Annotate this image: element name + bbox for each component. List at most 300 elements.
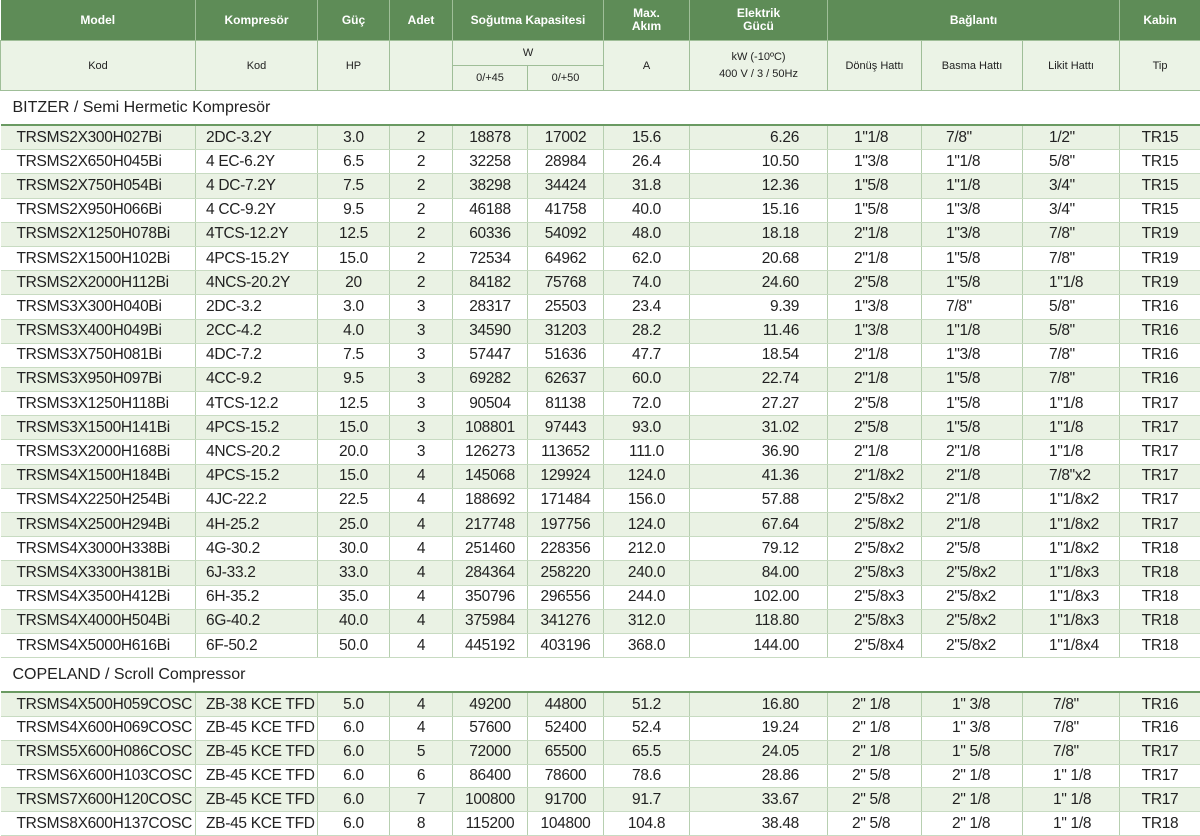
capacity-50-cell: 65500 xyxy=(528,740,604,764)
capacity-50-cell: 25503 xyxy=(528,295,604,319)
header-row-units xyxy=(1,41,1200,66)
electric-power-cell: 20.68 xyxy=(690,246,828,270)
compressor-code-cell: 4CC-9.2 xyxy=(196,367,318,391)
compressor-code-cell: 4DC-7.2 xyxy=(196,343,318,367)
return-line-cell: 2"5/8 xyxy=(828,416,922,440)
power-hp-cell: 20 xyxy=(318,271,390,295)
model-code-cell: TRSMS3X950H097Bi xyxy=(1,367,196,391)
header-sogutma: Soğutma Kapasitesi xyxy=(453,0,604,41)
discharge-line-cell: 2"1/8 xyxy=(922,513,1023,537)
quantity-cell: 8 xyxy=(390,812,453,836)
quantity-cell: 3 xyxy=(390,319,453,343)
capacity-50-cell: 44800 xyxy=(528,692,604,716)
compressor-code-cell: ZB-45 KCE TFD xyxy=(196,788,318,812)
quantity-cell: 2 xyxy=(390,150,453,174)
compressor-code-cell: 6F-50.2 xyxy=(196,633,318,657)
header-volt-label: 400 V / 3 / 50Hz xyxy=(719,68,798,80)
compressor-code-cell: 6J-33.2 xyxy=(196,561,318,585)
discharge-line-cell: 2"5/8x2 xyxy=(922,609,1023,633)
capacity-45-cell: 108801 xyxy=(453,416,528,440)
power-hp-cell: 40.0 xyxy=(318,609,390,633)
model-code-cell: TRSMS4X2500H294Bi xyxy=(1,513,196,537)
max-current-cell: 91.7 xyxy=(604,788,690,812)
cabin-type-cell: TR15 xyxy=(1120,198,1200,222)
header-w50: 0/+50 xyxy=(528,66,604,91)
max-current-cell: 52.4 xyxy=(604,716,690,740)
return-line-cell: 1"3/8 xyxy=(828,295,922,319)
header-model-kod: Kod xyxy=(1,41,196,91)
cabin-type-cell: TR18 xyxy=(1120,537,1200,561)
quantity-cell: 2 xyxy=(390,222,453,246)
capacity-50-cell: 91700 xyxy=(528,788,604,812)
header-w: W xyxy=(453,41,604,66)
capacity-45-cell: 34590 xyxy=(453,319,528,343)
model-code-cell: TRSMS5X600H086COSC xyxy=(1,740,196,764)
capacity-50-cell: 64962 xyxy=(528,246,604,270)
return-line-cell: 2"5/8 xyxy=(828,392,922,416)
quantity-cell: 3 xyxy=(390,367,453,391)
capacity-45-cell: 57447 xyxy=(453,343,528,367)
discharge-line-cell: 2"1/8 xyxy=(922,488,1023,512)
table-row xyxy=(1,812,1200,836)
quantity-cell: 4 xyxy=(390,609,453,633)
power-hp-cell: 6.0 xyxy=(318,740,390,764)
quantity-cell: 4 xyxy=(390,561,453,585)
electric-power-cell: 24.60 xyxy=(690,271,828,295)
electric-power-cell: 33.67 xyxy=(690,788,828,812)
cabin-type-cell: TR17 xyxy=(1120,440,1200,464)
model-code-cell: TRSMS3X1250H118Bi xyxy=(1,392,196,416)
return-line-cell: 2"5/8x3 xyxy=(828,585,922,609)
max-current-cell: 124.0 xyxy=(604,464,690,488)
capacity-45-cell: 72000 xyxy=(453,740,528,764)
electric-power-cell: 22.74 xyxy=(690,367,828,391)
compressor-code-cell: 2CC-4.2 xyxy=(196,319,318,343)
return-line-cell: 2"1/8 xyxy=(828,222,922,246)
liquid-line-cell: 7/8" xyxy=(1023,222,1120,246)
discharge-line-cell: 2"5/8x2 xyxy=(922,561,1023,585)
model-code-cell: TRSMS4X3000H338Bi xyxy=(1,537,196,561)
model-code-cell: TRSMS2X300H027Bi xyxy=(1,125,196,150)
max-current-cell: 15.6 xyxy=(604,125,690,150)
power-hp-cell: 7.5 xyxy=(318,343,390,367)
table-row xyxy=(1,561,1200,585)
capacity-45-cell: 445192 xyxy=(453,633,528,657)
electric-power-cell: 19.24 xyxy=(690,716,828,740)
capacity-50-cell: 51636 xyxy=(528,343,604,367)
power-hp-cell: 9.5 xyxy=(318,198,390,222)
return-line-cell: 2" 5/8 xyxy=(828,788,922,812)
liquid-line-cell: 1"1/8 xyxy=(1023,440,1120,464)
return-line-cell: 2"5/8x2 xyxy=(828,488,922,512)
header-kabin: Kabin xyxy=(1120,0,1200,41)
cabin-type-cell: TR17 xyxy=(1120,488,1200,512)
header-adet-unit xyxy=(390,41,453,91)
liquid-line-cell: 1"1/8x2 xyxy=(1023,488,1120,512)
table-row xyxy=(1,392,1200,416)
section-header-copeland xyxy=(1,658,1200,693)
cabin-type-cell: TR17 xyxy=(1120,788,1200,812)
liquid-line-cell: 5/8" xyxy=(1023,319,1120,343)
cabin-type-cell: TR16 xyxy=(1120,716,1200,740)
capacity-50-cell: 62637 xyxy=(528,367,604,391)
capacity-50-cell: 41758 xyxy=(528,198,604,222)
model-code-cell: TRSMS4X2250H254Bi xyxy=(1,488,196,512)
power-hp-cell: 30.0 xyxy=(318,537,390,561)
model-code-cell: TRSMS4X4000H504Bi xyxy=(1,609,196,633)
compressor-code-cell: 4G-30.2 xyxy=(196,537,318,561)
power-hp-cell: 35.0 xyxy=(318,585,390,609)
cabin-type-cell: TR18 xyxy=(1120,633,1200,657)
liquid-line-cell: 7/8" xyxy=(1023,716,1120,740)
capacity-45-cell: 145068 xyxy=(453,464,528,488)
max-current-cell: 62.0 xyxy=(604,246,690,270)
header-adet: Adet xyxy=(390,0,453,41)
discharge-line-cell: 1"5/8 xyxy=(922,246,1023,270)
capacity-50-cell: 296556 xyxy=(528,585,604,609)
table-row xyxy=(1,198,1200,222)
electric-power-cell: 144.00 xyxy=(690,633,828,657)
cabin-type-cell: TR18 xyxy=(1120,585,1200,609)
max-current-cell: 212.0 xyxy=(604,537,690,561)
header-kompresor-kod: Kod xyxy=(196,41,318,91)
compressor-code-cell: 4H-25.2 xyxy=(196,513,318,537)
discharge-line-cell: 1"3/8 xyxy=(922,198,1023,222)
capacity-50-cell: 31203 xyxy=(528,319,604,343)
liquid-line-cell: 1/2" xyxy=(1023,125,1120,150)
return-line-cell: 2"5/8x2 xyxy=(828,537,922,561)
power-hp-cell: 6.0 xyxy=(318,764,390,788)
max-current-cell: 78.6 xyxy=(604,764,690,788)
table-row xyxy=(1,295,1200,319)
electric-power-cell: 12.36 xyxy=(690,174,828,198)
compressor-code-cell: 4PCS-15.2 xyxy=(196,464,318,488)
max-current-cell: 51.2 xyxy=(604,692,690,716)
header-w45: 0/+45 xyxy=(453,66,528,91)
compressor-code-cell: 4NCS-20.2 xyxy=(196,440,318,464)
electric-power-cell: 11.46 xyxy=(690,319,828,343)
compressor-code-cell: ZB-45 KCE TFD xyxy=(196,764,318,788)
return-line-cell: 2"1/8x2 xyxy=(828,464,922,488)
quantity-cell: 2 xyxy=(390,246,453,270)
capacity-50-cell: 341276 xyxy=(528,609,604,633)
capacity-45-cell: 217748 xyxy=(453,513,528,537)
return-line-cell: 1"5/8 xyxy=(828,198,922,222)
discharge-line-cell: 2" 1/8 xyxy=(922,812,1023,836)
power-hp-cell: 15.0 xyxy=(318,416,390,440)
capacity-50-cell: 403196 xyxy=(528,633,604,657)
return-line-cell: 2" 1/8 xyxy=(828,716,922,740)
discharge-line-cell: 1"3/8 xyxy=(922,343,1023,367)
cabin-type-cell: TR16 xyxy=(1120,692,1200,716)
liquid-line-cell: 1"1/8x3 xyxy=(1023,585,1120,609)
max-current-cell: 156.0 xyxy=(604,488,690,512)
liquid-line-cell: 1"1/8x2 xyxy=(1023,537,1120,561)
cabin-type-cell: TR16 xyxy=(1120,319,1200,343)
return-line-cell: 2"1/8 xyxy=(828,246,922,270)
liquid-line-cell: 1" 1/8 xyxy=(1023,812,1120,836)
table-row xyxy=(1,125,1200,150)
quantity-cell: 4 xyxy=(390,488,453,512)
discharge-line-cell: 2" 1/8 xyxy=(922,764,1023,788)
discharge-line-cell: 2" 1/8 xyxy=(922,788,1023,812)
electric-power-cell: 10.50 xyxy=(690,150,828,174)
electric-power-cell: 16.80 xyxy=(690,692,828,716)
discharge-line-cell: 2"5/8x2 xyxy=(922,633,1023,657)
table-row xyxy=(1,271,1200,295)
model-code-cell: TRSMS2X650H045Bi xyxy=(1,150,196,174)
table-row xyxy=(1,440,1200,464)
max-current-cell: 23.4 xyxy=(604,295,690,319)
quantity-cell: 3 xyxy=(390,392,453,416)
model-code-cell: TRSMS4X500H059COSC xyxy=(1,692,196,716)
cabin-type-cell: TR15 xyxy=(1120,150,1200,174)
capacity-45-cell: 90504 xyxy=(453,392,528,416)
return-line-cell: 1"3/8 xyxy=(828,150,922,174)
model-code-cell: TRSMS8X600H137COSC xyxy=(1,812,196,836)
model-code-cell: TRSMS2X2000H112Bi xyxy=(1,271,196,295)
discharge-line-cell: 1"5/8 xyxy=(922,392,1023,416)
capacity-50-cell: 17002 xyxy=(528,125,604,150)
cabin-type-cell: TR17 xyxy=(1120,740,1200,764)
quantity-cell: 3 xyxy=(390,440,453,464)
header-max-akim: Max. Akım xyxy=(604,0,690,41)
table-row xyxy=(1,537,1200,561)
electric-power-cell: 79.12 xyxy=(690,537,828,561)
capacity-45-cell: 69282 xyxy=(453,367,528,391)
cabin-type-cell: TR18 xyxy=(1120,812,1200,836)
capacity-50-cell: 104800 xyxy=(528,812,604,836)
cabin-type-cell: TR15 xyxy=(1120,174,1200,198)
max-current-cell: 40.0 xyxy=(604,198,690,222)
return-line-cell: 2" 5/8 xyxy=(828,812,922,836)
capacity-45-cell: 251460 xyxy=(453,537,528,561)
cabin-type-cell: TR17 xyxy=(1120,416,1200,440)
discharge-line-cell: 1"5/8 xyxy=(922,271,1023,295)
cabin-type-cell: TR15 xyxy=(1120,125,1200,150)
liquid-line-cell: 5/8" xyxy=(1023,150,1120,174)
max-current-cell: 240.0 xyxy=(604,561,690,585)
power-hp-cell: 15.0 xyxy=(318,464,390,488)
header-guc: Güç xyxy=(318,0,390,41)
power-hp-cell: 6.0 xyxy=(318,788,390,812)
model-code-cell: TRSMS2X750H054Bi xyxy=(1,174,196,198)
max-current-cell: 65.5 xyxy=(604,740,690,764)
header-tip: Tip xyxy=(1120,41,1200,91)
quantity-cell: 4 xyxy=(390,633,453,657)
table-row xyxy=(1,343,1200,367)
header-likit: Likit Hattı xyxy=(1023,41,1120,91)
power-hp-cell: 12.5 xyxy=(318,392,390,416)
liquid-line-cell: 1" 1/8 xyxy=(1023,788,1120,812)
liquid-line-cell: 1" 1/8 xyxy=(1023,764,1120,788)
compressor-code-cell: 2DC-3.2Y xyxy=(196,125,318,150)
max-current-cell: 74.0 xyxy=(604,271,690,295)
model-code-cell: TRSMS4X3300H381Bi xyxy=(1,561,196,585)
return-line-cell: 2"1/8 xyxy=(828,343,922,367)
model-code-cell: TRSMS3X1500H141Bi xyxy=(1,416,196,440)
electric-power-cell: 6.26 xyxy=(690,125,828,150)
return-line-cell: 2"5/8x2 xyxy=(828,513,922,537)
capacity-45-cell: 100800 xyxy=(453,788,528,812)
return-line-cell: 2"5/8 xyxy=(828,271,922,295)
quantity-cell: 4 xyxy=(390,692,453,716)
compressor-code-cell: ZB-45 KCE TFD xyxy=(196,716,318,740)
compressor-code-cell: 4 DC-7.2Y xyxy=(196,174,318,198)
capacity-45-cell: 375984 xyxy=(453,609,528,633)
header-kw-label: kW (-10ºC) xyxy=(731,51,785,63)
table-row xyxy=(1,464,1200,488)
power-hp-cell: 22.5 xyxy=(318,488,390,512)
electric-power-cell: 41.36 xyxy=(690,464,828,488)
cabin-type-cell: TR16 xyxy=(1120,295,1200,319)
cabin-type-cell: TR18 xyxy=(1120,609,1200,633)
power-hp-cell: 3.0 xyxy=(318,125,390,150)
electric-power-cell: 38.48 xyxy=(690,812,828,836)
header-model: Model xyxy=(1,0,196,41)
header-row-main xyxy=(1,0,1200,41)
discharge-line-cell: 7/8" xyxy=(922,295,1023,319)
cabin-type-cell: TR17 xyxy=(1120,513,1200,537)
table-row xyxy=(1,740,1200,764)
power-hp-cell: 4.0 xyxy=(318,319,390,343)
capacity-50-cell: 78600 xyxy=(528,764,604,788)
capacity-45-cell: 18878 xyxy=(453,125,528,150)
discharge-line-cell: 2"1/8 xyxy=(922,464,1023,488)
power-hp-cell: 50.0 xyxy=(318,633,390,657)
liquid-line-cell: 1"1/8x3 xyxy=(1023,609,1120,633)
model-code-cell: TRSMS2X950H066Bi xyxy=(1,198,196,222)
quantity-cell: 3 xyxy=(390,416,453,440)
electric-power-cell: 15.16 xyxy=(690,198,828,222)
power-hp-cell: 33.0 xyxy=(318,561,390,585)
max-current-cell: 48.0 xyxy=(604,222,690,246)
discharge-line-cell: 1"1/8 xyxy=(922,174,1023,198)
model-code-cell: TRSMS7X600H120COSC xyxy=(1,788,196,812)
model-code-cell: TRSMS4X600H069COSC xyxy=(1,716,196,740)
compressor-code-cell: ZB-45 KCE TFD xyxy=(196,740,318,764)
discharge-line-cell: 1"1/8 xyxy=(922,150,1023,174)
table-row xyxy=(1,367,1200,391)
model-code-cell: TRSMS6X600H103COSC xyxy=(1,764,196,788)
table-row xyxy=(1,692,1200,716)
table-row xyxy=(1,150,1200,174)
return-line-cell: 2" 1/8 xyxy=(828,692,922,716)
section-header-bitzer xyxy=(1,91,1200,126)
max-current-cell: 312.0 xyxy=(604,609,690,633)
cabin-type-cell: TR19 xyxy=(1120,246,1200,270)
quantity-cell: 2 xyxy=(390,125,453,150)
cabin-type-cell: TR19 xyxy=(1120,222,1200,246)
electric-power-cell: 24.05 xyxy=(690,740,828,764)
quantity-cell: 4 xyxy=(390,513,453,537)
electric-power-cell: 67.64 xyxy=(690,513,828,537)
compressor-code-cell: ZB-45 KCE TFD xyxy=(196,812,318,836)
capacity-45-cell: 84182 xyxy=(453,271,528,295)
model-code-cell: TRSMS2X1250H078Bi xyxy=(1,222,196,246)
capacity-50-cell: 113652 xyxy=(528,440,604,464)
power-hp-cell: 6.0 xyxy=(318,812,390,836)
electric-power-cell: 18.18 xyxy=(690,222,828,246)
table-row xyxy=(1,222,1200,246)
capacity-45-cell: 49200 xyxy=(453,692,528,716)
table-row xyxy=(1,416,1200,440)
compressor-code-cell: 6G-40.2 xyxy=(196,609,318,633)
max-current-cell: 368.0 xyxy=(604,633,690,657)
table-row xyxy=(1,174,1200,198)
electric-power-cell: 18.54 xyxy=(690,343,828,367)
discharge-line-cell: 1"5/8 xyxy=(922,367,1023,391)
max-current-cell: 28.2 xyxy=(604,319,690,343)
header-kompresor: Kompresör xyxy=(196,0,318,41)
max-current-cell: 244.0 xyxy=(604,585,690,609)
return-line-cell: 1"5/8 xyxy=(828,174,922,198)
liquid-line-cell: 7/8" xyxy=(1023,740,1120,764)
quantity-cell: 5 xyxy=(390,740,453,764)
header-kw xyxy=(690,41,828,91)
table-row xyxy=(1,513,1200,537)
discharge-line-cell: 1"5/8 xyxy=(922,416,1023,440)
power-hp-cell: 7.5 xyxy=(318,174,390,198)
power-hp-cell: 3.0 xyxy=(318,295,390,319)
table-row xyxy=(1,319,1200,343)
capacity-45-cell: 188692 xyxy=(453,488,528,512)
discharge-line-cell: 2"5/8x2 xyxy=(922,585,1023,609)
liquid-line-cell: 1"1/8x3 xyxy=(1023,561,1120,585)
model-code-cell: TRSMS2X1500H102Bi xyxy=(1,246,196,270)
quantity-cell: 2 xyxy=(390,174,453,198)
cabin-type-cell: TR16 xyxy=(1120,343,1200,367)
return-line-cell: 1"3/8 xyxy=(828,319,922,343)
max-current-cell: 47.7 xyxy=(604,343,690,367)
electric-power-cell: 84.00 xyxy=(690,561,828,585)
return-line-cell: 2"5/8x3 xyxy=(828,561,922,585)
compressor-code-cell: 4TCS-12.2 xyxy=(196,392,318,416)
capacity-45-cell: 115200 xyxy=(453,812,528,836)
model-code-cell: TRSMS3X400H049Bi xyxy=(1,319,196,343)
return-line-cell: 2"1/8 xyxy=(828,367,922,391)
capacity-50-cell: 197756 xyxy=(528,513,604,537)
return-line-cell: 2"5/8x3 xyxy=(828,609,922,633)
model-code-cell: TRSMS3X750H081Bi xyxy=(1,343,196,367)
max-current-cell: 124.0 xyxy=(604,513,690,537)
header-amp: A xyxy=(604,41,690,91)
capacity-45-cell: 284364 xyxy=(453,561,528,585)
compressor-code-cell: 4PCS-15.2Y xyxy=(196,246,318,270)
power-hp-cell: 6.5 xyxy=(318,150,390,174)
return-line-cell: 2" 5/8 xyxy=(828,764,922,788)
power-hp-cell: 9.5 xyxy=(318,367,390,391)
compressor-code-cell: 4JC-22.2 xyxy=(196,488,318,512)
liquid-line-cell: 1"1/8x2 xyxy=(1023,513,1120,537)
table-row xyxy=(1,488,1200,512)
liquid-line-cell: 1"1/8x4 xyxy=(1023,633,1120,657)
capacity-45-cell: 57600 xyxy=(453,716,528,740)
quantity-cell: 3 xyxy=(390,343,453,367)
capacity-45-cell: 46188 xyxy=(453,198,528,222)
max-current-cell: 104.8 xyxy=(604,812,690,836)
compressor-code-cell: 6H-35.2 xyxy=(196,585,318,609)
electric-power-cell: 31.02 xyxy=(690,416,828,440)
quantity-cell: 4 xyxy=(390,716,453,740)
liquid-line-cell: 7/8" xyxy=(1023,343,1120,367)
cabin-type-cell: TR17 xyxy=(1120,764,1200,788)
electric-power-cell: 57.88 xyxy=(690,488,828,512)
max-current-cell: 31.8 xyxy=(604,174,690,198)
model-code-cell: TRSMS4X5000H616Bi xyxy=(1,633,196,657)
capacity-45-cell: 60336 xyxy=(453,222,528,246)
copeland-section xyxy=(1,658,1200,836)
